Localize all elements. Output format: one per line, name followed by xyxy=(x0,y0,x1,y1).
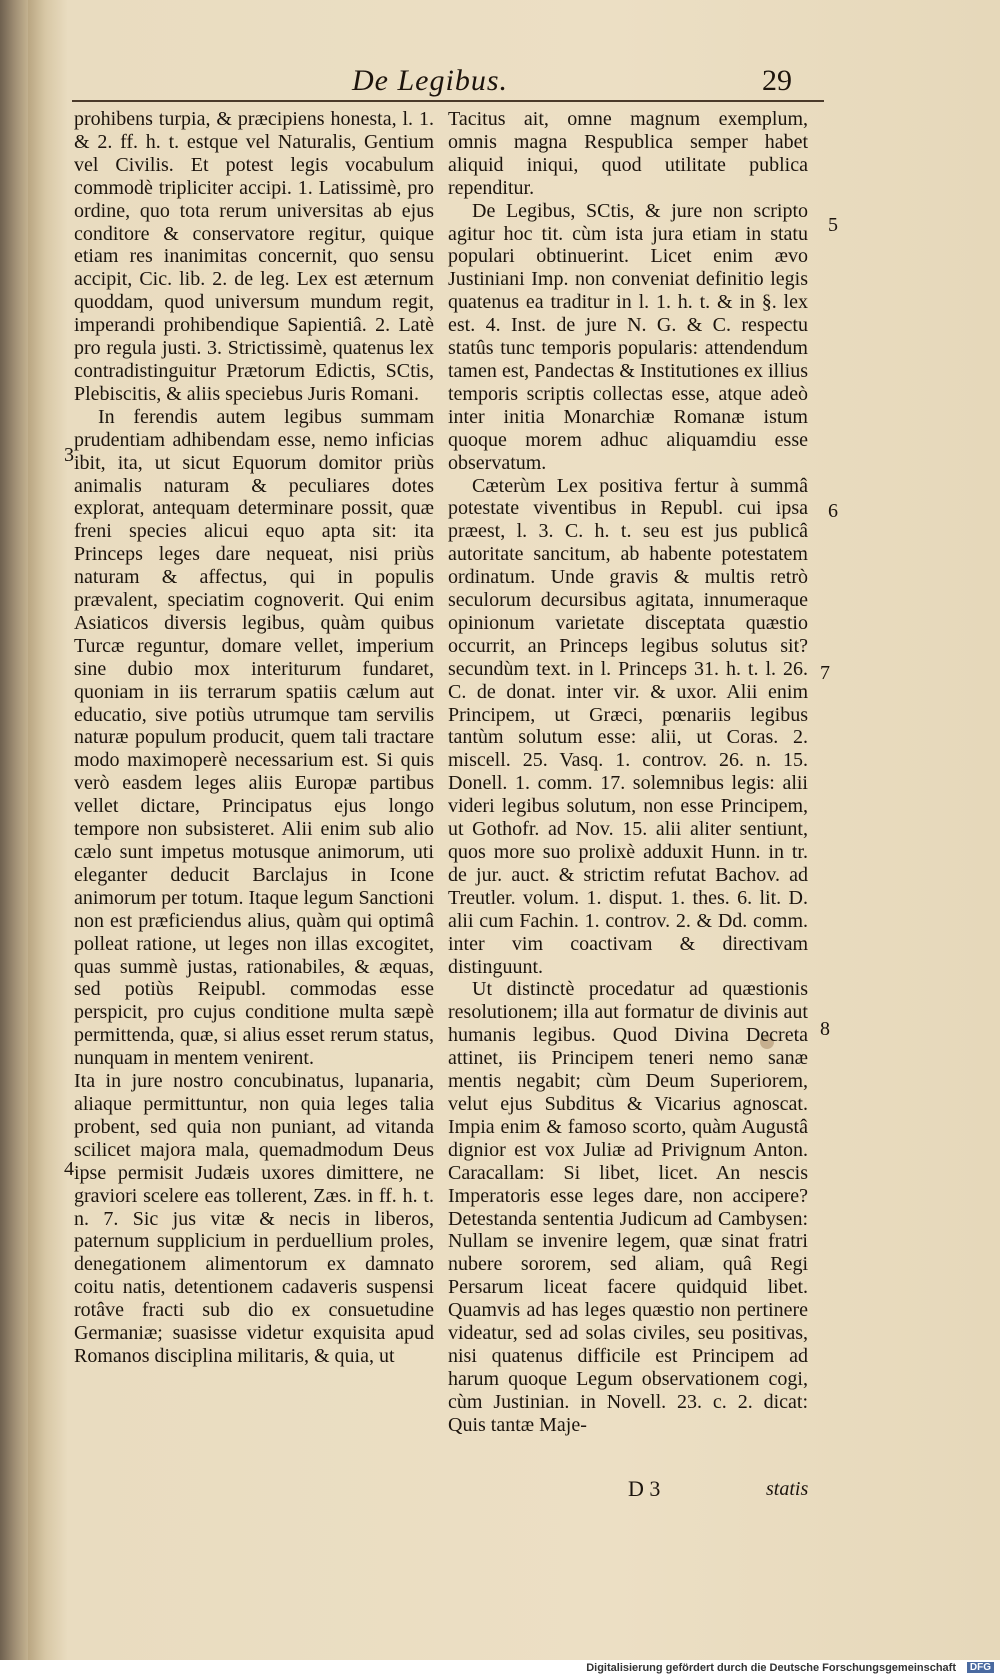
header-rule xyxy=(72,100,824,102)
section-number: 5 xyxy=(828,214,838,236)
paragraph: prohibens turpia, & præcipiens honesta, l. 1. & 2. ff. h. t. estque vel Naturalis, Gentium vel Civilis. Et potest legis vocabulum commodè tripliciter accipi. 1. Latissimè, pro ordine, quo tota rerum universitas ab ejus conditore & conservatore regitur, quique etiam res inanimitas concernit, quo sensu accipit, Cic. lib. 2. de leg. Lex est æternum quoddam, quod universum mundum regit, imperandi prohibendique Sapientiâ. 2. Latè pro regula justi. 3. Strictissimè, quatenus lex contradistinguitur Prætorum Edictis, SCtis, Plebiscitis, & aliis speciebus Juris Romani. xyxy=(74,108,434,405)
section-number: 3 xyxy=(64,444,74,466)
catchword: statis xyxy=(766,1478,809,1500)
paragraph: De Legibus, SCtis, & jure non scripto agitur hoc tit. cùm ista jura etiam in statu populari obtinuerint. Licet enim ævo Justiniani Imp. non conveniat definitio legis quatenus ea traditur in l. 1. h. t. & in §. lex est. 4. Inst. de jure N. G. & C. respectu statûs tunc temporis popularis: attendendum tamen est, Pandectas & Institutiones ex illius temporis scriptis collectas esse, atque adeò inter initia Monarchiæ Romanæ istum quoque morem adhuc aliquamdiu esse observatum. xyxy=(448,199,808,474)
paragraph: Tacitus ait, omne magnum exemplum, omnis magna Respublica semper habet aliquid iniqui, quod utilitate publica rependitur. xyxy=(448,108,808,199)
paragraph: Ut distinctè procedatur ad quæstionis resolutionem; illa aut formatur de divinis aut humanis legibus. Quod Divina Decreta attinet, iis Principem teneri nemo sanæ mentis negabit; cùm Deum Superiorem, velut ejus Subditus & Vicarius agnoscat. Impia enim & famoso scorto, quàm Augustâ dignior est vox Juliæ ad Privignum Anton. Caracallam: Si libet, licet. An nescis Imperatoris esse leges dare, non accipere? Detestanda sententia Judicum ad Cambysen: Nullam se invenire legem, quæ sinat fratri nubere sororem, sed aliam, quâ Regi Persarum liceat facere quidquid libet. Quamvis ad has leges quæstio non pertinere videatur, sed ad solas civiles, seu positivas, nisi quatenus difficile est Principem ad harum quoque Legum observationem cogi, cùm Justinian. in Novell. 23. c. 2. dicat: Quis tantæ Maje- xyxy=(448,978,808,1436)
paragraph: Ita in jure nostro concubinatus, lupanaria, aliaque permittuntur, non quia leges talia probent, sed quia non puniant, ad vitanda scilicet majora mala, quemadmodum Deus ipse permisit Judæis uxores dimittere, ne graviori scelere eas tollerent, Zæs. in ff. h. t. n. 7. Sic jus vitæ & necis in liberos, paternum supplicium in perduellium proles, denegationem alimentorum ex damnato coitu natis, detentionem cadaveris suspensi rotâve fracti sub dio ex consuetudine Germaniæ; suasisse videtur exquisita apud Romanos disciplina militaris, & quia, ut xyxy=(74,1070,434,1367)
previous-page-edge xyxy=(0,0,30,1660)
right-column xyxy=(448,108,808,1437)
section-number: 6 xyxy=(828,500,838,522)
running-title: De Legibus. xyxy=(352,64,508,97)
dfg-logo: DFG xyxy=(967,1662,994,1673)
section-number: 8 xyxy=(820,1018,830,1040)
digitization-credit: Digitalisierung gefördert durch die Deutsche Forschungsgemeinschaft xyxy=(586,1662,956,1674)
section-number: 4 xyxy=(64,1158,74,1180)
signature-mark: D 3 xyxy=(628,1476,661,1501)
paragraph: Cæterùm Lex positiva fertur à summâ potestate viventibus in Republ. cui ipsa præest, l. 3. C. h. t. seu est jus publicâ autoritate sancitum, ab habente potestatem ordinatum. Unde gravis & multis retrò seculorum decursibus agitata, innumeraque opinionum varietate disceptata quæstio occurrit, an Princeps legibus solutus sit? secundùm text. in l. Princeps 31. h. t. l. 26. C. de donat. inter vir. & uxor. Alii enim Principem, ut Græci, pœnariis legibus tantùm solutum esse: alii, ut Coras. 2. miscell. 25. Vasq. 1. controv. 26. n. 15. Donell. 1. comm. 17. solemnibus legis: alii videri legibus solutum, non esse Principem, ut Gothofr. ad Nov. 15. alii aliter sentiunt, quos more suo prolixè adduxit Hunn. in tr. de jur. auct. & strictim refutat Bachov. ad Treutler. volum. 1. disput. 1. thes. 6. lit. D. alii cum Fachin. 1. controv. 2. & Dd. comm. inter vim coactivam & directivam distinguunt. xyxy=(448,474,808,978)
section-number: 7 xyxy=(820,662,830,684)
page-number: 29 xyxy=(762,64,792,97)
paragraph: In ferendis autem legibus summam prudentiam adhibendam esse, nemo inficias ibit, ita, ut sicut Equorum domitor priùs animalis naturam & peculiares dotes explorat, antequam determinare possit, quæ freni species alicui equo apta sit: ita Princeps leges dare nequeat, nisi priùs naturam & affectus, qui in populis prævalent, speciatim cognoverit. Qui enim Asiaticos diversis legibus, quàm quibus Turcæ reguntur, domare vellet, imperium sine dubio mox interiturum fundaret, quoniam in iis terrarum spatiis cælum aut educatio, sive potiùs utrumque tam servilis naturæ populum producit, quem tali tractare modo maximoperè necessarium est. Si quis verò easdem leges aliis Europæ partibus vellet dictare, Principatus ejus longo tempore non subsisteret. Alii enim sub alio cælo sunt impetus motusque animorum, uti eleganter deducit Barclajus in Icone animorum per totum. Itaque legum Sanctioni non est præficiendus alius, quàm qui optimâ polleat ratione, ut leges non illas excogitet, quas summè justas, rationabiles, & æquas, sed potiùs Reipubl. commodas esse perspicit, pro cujus conditione multa sæpè permittenda, quæ, si alius esset rerum status, nunquam in mentem venirent. xyxy=(74,405,434,1070)
running-head xyxy=(0,58,1000,98)
left-column xyxy=(74,108,434,1368)
